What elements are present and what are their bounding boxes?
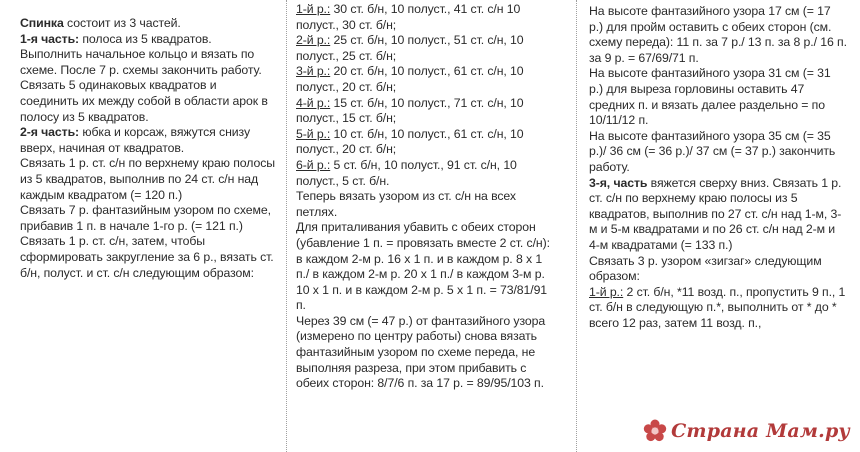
row-instruction — [296, 158, 558, 189]
row-instruction — [296, 64, 558, 95]
row-text: 10 ст. б/н, 10 полуст., 61 ст. с/н, 10 полуст., 20 ст. б/н; — [296, 126, 524, 157]
row-text: 30 ст. б/н, 10 полуст., 41 ст. с/н 10 полуст., 30 ст. б/н; — [296, 2, 521, 32]
section-heading: Спинка — [20, 16, 64, 30]
column-divider — [576, 0, 577, 452]
paragraph — [20, 125, 275, 156]
paragraph: Связать 1 р. ст. с/н, затем, чтобы сформировать закругление за 6 р., вязать ст. б/н, полуст. и ст. с/н следующим образом: — [20, 234, 274, 280]
paragraph: На высоте фантазийного узора 35 см (= 35 р.)/ 36 см (= 36 р.)/ 37 см (= 37 р.) закончить работу. — [589, 128, 836, 174]
row-instruction — [296, 33, 558, 64]
paragraph: Связать 3 р. узором «зигзаг» следующим образом: — [589, 253, 822, 284]
paragraph: На высоте фантазийного узора 31 см (= 31 р.) для выреза горловины оставить 47 средних п. и вязать далее раздельно = по 10/11/12 п. — [589, 66, 831, 128]
row-text: 20 ст. б/н, 10 полуст., 61 ст. с/н, 10 полуст., 20 ст. б/н; — [296, 64, 524, 94]
row-label: 3-й р.: — [296, 64, 331, 79]
row-instruction — [296, 2, 558, 33]
paragraph-text: состоит из 3 частей. — [63, 16, 181, 30]
section-heading: 1-я часть: — [20, 31, 80, 46]
column-2 — [296, 2, 558, 392]
row-text: 5 ст. б/н, 10 полуст., 91 ст. с/н, 10 полуст., 5 ст. б/н. — [296, 157, 517, 188]
paragraph-text: полоса из 5 квадратов. Выполнить начальное кольцо и вязать по схеме. После 7 р. схемы закончить работу. — [20, 31, 262, 77]
row-text: 15 ст. б/н, 10 полуст., 71 ст. с/н, 10 полуст., 15 ст. б/н; — [296, 95, 524, 126]
paragraph-text: вяжется сверху вниз. Связать 1 р. ст. с/н по верхнему краю полосы из 5 квадратов, выполнив по 27 ст. с/н над 1-м, 3-м и 5-м квадратами и по 26 ст. с/н над 2-м и 4-м квадратами (= 133 п.) — [589, 175, 842, 252]
row-label: 1-й р.: — [296, 2, 331, 16]
paragraph: На высоте фантазийного узора 17 см (= 17 р.) для пройм оставить с обеих сторон (см. схему переда): 11 п. за 7 р./ 13 п. за 8 р./ 16 п. за 9 р. = 67/69/71 п. — [589, 4, 847, 65]
paragraph: Связать 5 одинаковых квадратов и соединить их между собой в области арок в полосу из 5 квадратов. — [20, 78, 268, 124]
paragraph: Связать 7 р. фантазийным узором по схеме, прибавив 1 п. в начале 1-го р. (= 121 п.) — [20, 203, 271, 233]
paragraph: Теперь вязать узором из ст. с/н на всех петлях. — [296, 189, 516, 219]
section-heading: 3-я, часть — [589, 175, 648, 190]
paragraph-text: юбка и корсаж, вяжутся снизу вверх, начиная от квадратов. — [20, 125, 250, 155]
row-label: 5-й р.: — [296, 126, 331, 141]
logo-text: Страна Мам — [671, 420, 819, 442]
column-3 — [589, 4, 847, 331]
row-instruction — [296, 96, 558, 127]
logo-suffix: .ру — [818, 420, 850, 442]
paragraph — [20, 32, 275, 79]
paragraph: Через 39 см (= 47 р.) от фантазийного узора (измерено по центру работы) снова вязать фантазийным узором по схеме переда, не выполняя разреза, при этом прибавить с обеих сторон: 8/7/6 п. за 17 р. = 89/95/103 п. — [296, 313, 546, 391]
row-label: 1-й р.: — [589, 284, 624, 299]
paragraph: Связать 1 р. ст. с/н по верхнему краю полосы из 5 квадратов, выполнив по 24 ст. с/н над каждым квадратом (= 120 п.) — [20, 156, 275, 202]
row-label: 6-й р.: — [296, 157, 331, 172]
paragraph — [20, 16, 275, 32]
paragraph: Для приталивания убавить с обеих сторон (убавление 1 п. = провязать вместе 2 ст. с/н): в каждом 2-м р. 16 х 1 п. и в каждом р. 8 х 1 п./ в каждом 2-м р. 20 х 1 п./ в каждом 3-м р. 10 х 1 п. и в каждом 2-м р. 5 х 1 п. = 73/81/91 п. — [296, 220, 550, 313]
row-text: 2 ст. б/н, *11 возд. п., пропустить 9 п., 1 ст. б/н в следующую п.*, выполнить от * до * всего 12 раз, затем 11 возд. п., — [589, 284, 846, 330]
paragraph — [589, 176, 847, 254]
column-1 — [20, 16, 275, 281]
flower-icon — [642, 418, 668, 444]
column-divider — [286, 0, 287, 452]
row-instruction — [589, 285, 847, 332]
row-instruction — [296, 127, 558, 158]
row-label: 4-й р.: — [296, 95, 331, 110]
row-text: 25 ст. б/н, 10 полуст., 51 ст. с/н, 10 полуст., 25 ст. б/н; — [296, 33, 524, 63]
section-heading: 2-я часть: — [20, 125, 80, 140]
row-label: 2-й р.: — [296, 33, 331, 48]
site-logo — [642, 418, 850, 444]
